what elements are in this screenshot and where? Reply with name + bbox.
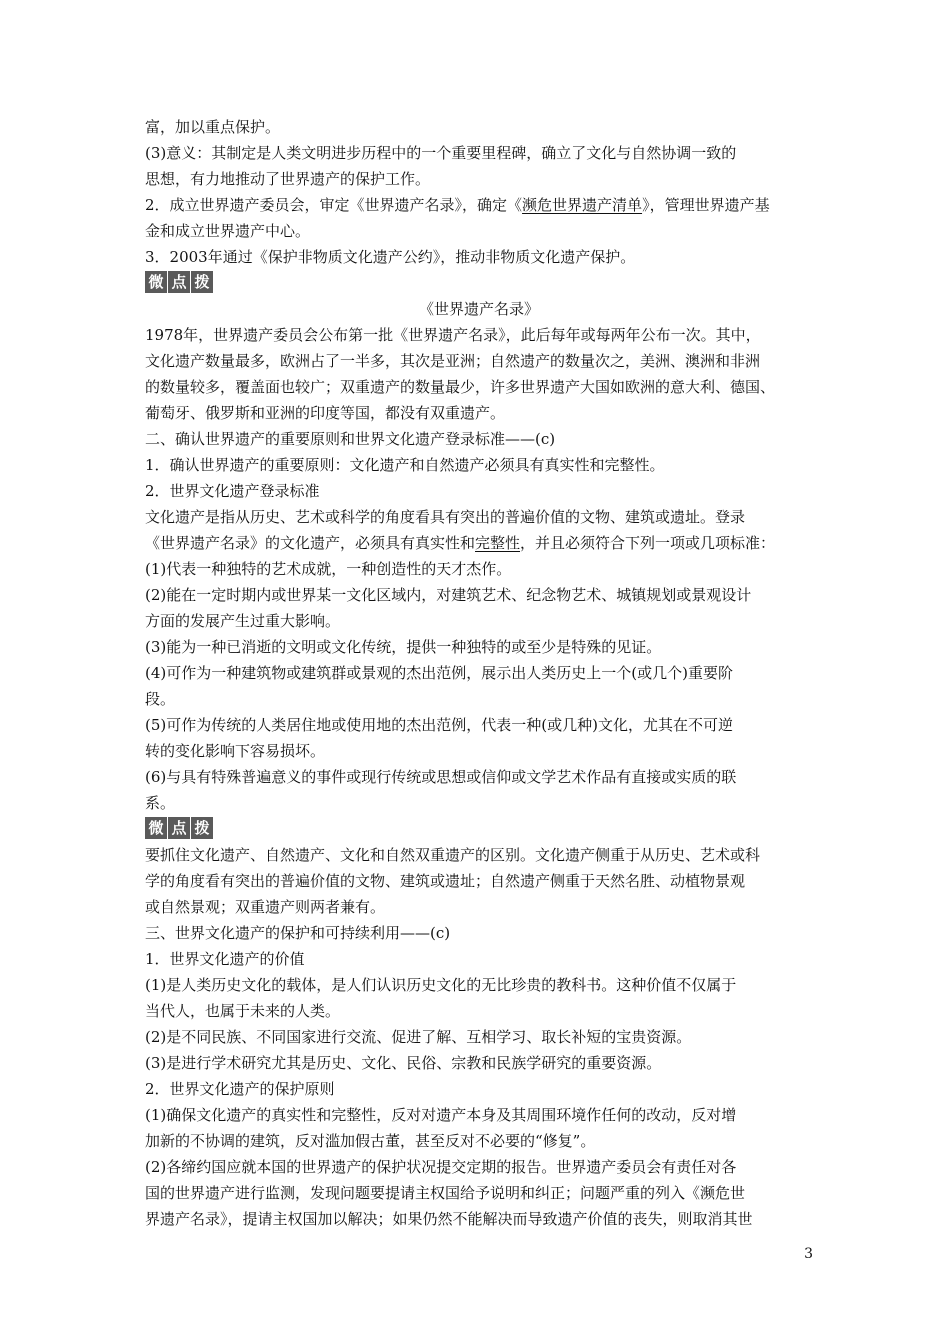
text-line: (3)意义：其制定是人类文明进步历程中的一个重要里程碑，确立了文化与自然协调一致的 <box>145 144 737 162</box>
text-line: 界遗产名录》，提请主权国加以解决；如果仍然不能解决而导致遗产价值的丧失，则取消其世 <box>145 1210 753 1228</box>
text-line: (1)确保文化遗产的真实性和完整性，反对对遗产本身及其周围环境作任何的改动，反对增 <box>145 1106 737 1124</box>
criteria-line: (4)可作为一种建筑物或建筑群或景观的杰出范例，展示出人类历史上一个(或几个)重要阶 <box>145 664 733 682</box>
text-run: 《世界遗产名录》的文化遗产，必须具有真实性和 <box>145 534 476 552</box>
sub-heading: 2．世界文化遗产的保护原则 <box>145 1080 335 1098</box>
tip-badge <box>145 271 813 295</box>
text-line: 学的角度看有突出的普遍价值的文物、建筑或遗址；自然遗产侧重于天然名胜、动植物景观 <box>145 872 746 890</box>
text-line: (1)是人类历史文化的载体，是人们认识历史文化的无比珍贵的教科书。这种价值不仅属于 <box>145 976 737 994</box>
text-line <box>145 192 813 218</box>
criteria-line: 方面的发展产生过重大影响。 <box>145 612 341 630</box>
underlined-term: 濒危世界遗产清单 <box>522 196 643 214</box>
badge-char: 点 <box>168 817 190 839</box>
tip-badge <box>145 817 813 841</box>
criteria-line: (3)能为一种已消逝的文明或文化传统，提供一种独特的或至少是特殊的见证。 <box>145 638 662 656</box>
text-line: 1．确认世界遗产的重要原则：文化遗产和自然遗产必须具有真实性和完整性。 <box>145 456 665 474</box>
text-line: 文化遗产数量最多，欧洲占了一半多，其次是亚洲；自然遗产的数量次之，美洲、澳洲和非洲 <box>145 352 761 370</box>
note-title: 《世界遗产名录》 <box>418 300 539 318</box>
text-run: ，并且必须符合下列一项或几项标准： <box>520 534 776 552</box>
section-heading: 三、世界文化遗产的保护和可持续利用——(c) <box>145 924 451 942</box>
text-line <box>145 530 813 556</box>
text-line: 要抓住文化遗产、自然遗产、文化和自然双重遗产的区别。文化遗产侧重于从历史、艺术或科 <box>145 846 761 864</box>
text-line: 当代人，也属于未来的人类。 <box>145 1002 341 1020</box>
badge-char: 拨 <box>191 817 213 839</box>
badge-char: 点 <box>168 271 190 293</box>
badge-char: 微 <box>145 271 167 293</box>
badge-char: 拨 <box>191 271 213 293</box>
text-line: (2)是不同民族、不同国家进行交流、促进了解、互相学习、取长补短的宝贵资源。 <box>145 1028 692 1046</box>
text-line: 葡萄牙、俄罗斯和亚洲的印度等国，都没有双重遗产。 <box>145 404 506 422</box>
criteria-line: 转的变化影响下容易损坏。 <box>145 742 326 760</box>
sub-heading: 2．世界文化遗产登录标准 <box>145 482 320 500</box>
criteria-line: (6)与具有特殊普遍意义的事件或现行传统或思想或信仰或文学艺术作品有直接或实质的联 <box>145 768 737 786</box>
underlined-term: 完整性 <box>475 534 521 552</box>
criteria-line: (1)代表一种独特的艺术成就，一种创造性的天才杰作。 <box>145 560 512 578</box>
text-line: 1978年，世界遗产委员会公布第一批《世界遗产名录》，此后每年或每两年公布一次。其中， <box>145 326 761 344</box>
text-line: 加新的不协调的建筑，反对滥加假古董，甚至反对不必要的“修复”。 <box>145 1132 596 1150</box>
text-line: 或自然景观；双重遗产则两者兼有。 <box>145 898 386 916</box>
document-body <box>145 114 813 1232</box>
text-line: (3)是进行学术研究尤其是历史、文化、民俗、宗教和民族学研究的重要资源。 <box>145 1054 662 1072</box>
page-number: 3 <box>804 1246 813 1262</box>
text-line: 富，加以重点保护。 <box>145 118 281 136</box>
text-line: 3．2003年通过《保护非物质文化遗产公约》，推动非物质文化遗产保护。 <box>145 248 636 266</box>
text-line: 国的世界遗产进行监测，发现问题要提请主权国给予说明和纠正；问题严重的列入《濒危世 <box>145 1184 746 1202</box>
text-run: 2．成立世界遗产委员会，审定《世界遗产名录》，确定《 <box>145 196 523 214</box>
criteria-line: 段。 <box>145 690 176 708</box>
badge-char: 微 <box>145 817 167 839</box>
criteria-line: (2)能在一定时期内或世界某一文化区域内，对建筑艺术、纪念物艺术、城镇规划或景观设计 <box>145 586 752 604</box>
text-line: 思想，有力地推动了世界遗产的保护工作。 <box>145 170 431 188</box>
criteria-line: (5)可作为传统的人类居住地或使用地的杰出范例，代表一种(或几种)文化，尤其在不可逆 <box>145 716 733 734</box>
text-line: 的数量较多，覆盖面也较广；双重遗产的数量最少，许多世界遗产大国如欧洲的意大利、德国、 <box>145 378 776 396</box>
text-line: 文化遗产是指从历史、艺术或科学的角度看具有突出的普遍价值的文物、建筑或遗址。登录 <box>145 508 746 526</box>
criteria-line: 系。 <box>145 794 176 812</box>
text-run: 》，管理世界遗产基 <box>642 196 770 214</box>
text-line: (2)各缔约国应就本国的世界遗产的保护状况提交定期的报告。世界遗产委员会有责任对各 <box>145 1158 737 1176</box>
text-line: 金和成立世界遗产中心。 <box>145 222 311 240</box>
section-heading: 二、确认世界遗产的重要原则和世界文化遗产登录标准——(c) <box>145 430 556 448</box>
sub-heading: 1．世界文化遗产的价值 <box>145 950 305 968</box>
